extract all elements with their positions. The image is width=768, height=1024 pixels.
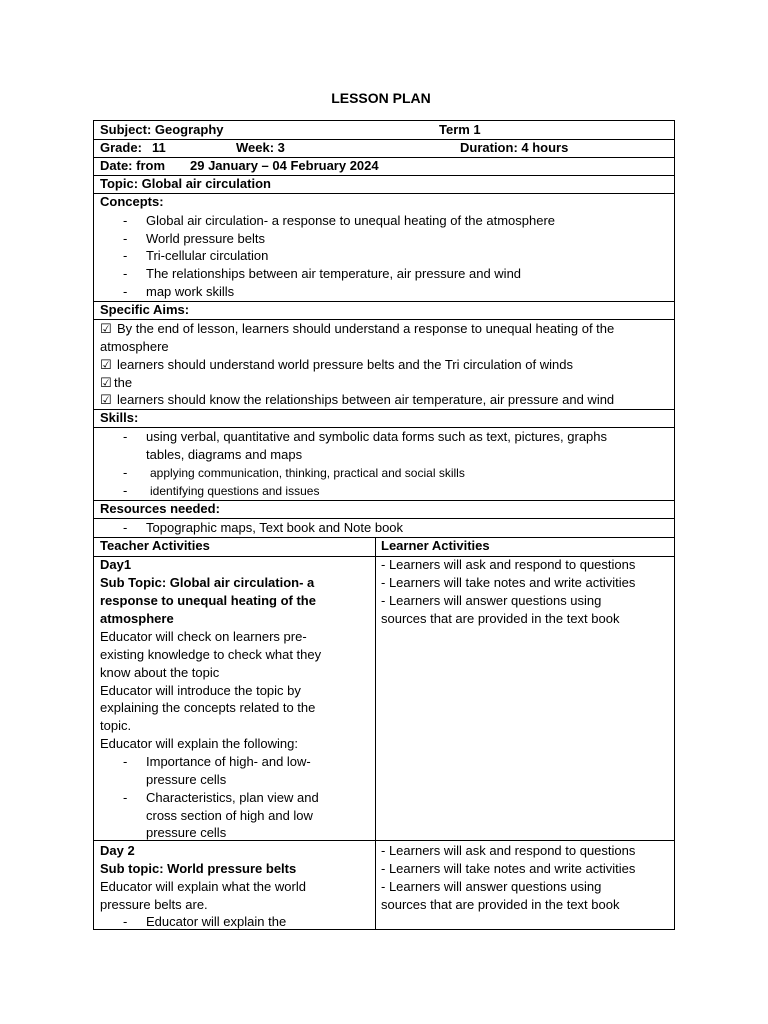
- day1-learner-activity: sources that are provided in the text book: [381, 611, 620, 626]
- concept-item: The relationships between air temperature, air pressure and wind: [146, 266, 522, 281]
- page-title: LESSON PLAN: [331, 90, 431, 106]
- checkbox-icon: ☑: [100, 392, 112, 407]
- day1-learner-activity: - Learners will ask and respond to questions: [381, 557, 636, 572]
- grade-value: 11: [152, 140, 166, 155]
- teacher-activities-header: Teacher Activities: [100, 538, 210, 553]
- bullet-dash: -: [123, 754, 128, 769]
- day2-text: pressure belts are.: [100, 897, 208, 912]
- day1-text: existing knowledge to check what they: [100, 647, 322, 662]
- concepts-heading: Concepts:: [100, 194, 164, 209]
- row-divider: [94, 139, 674, 140]
- resource-item: Topographic maps, Text book and Note book: [146, 520, 404, 535]
- skill-item: applying communication, thinking, practical and social skills: [150, 466, 465, 480]
- day2-text: Educator will explain what the world: [100, 879, 306, 894]
- aim-item: learners should understand world pressure belts and the Tri circulation of winds: [117, 357, 573, 372]
- aim-item: By the end of lesson, learners should understand a response to unequal heating of the: [117, 321, 615, 336]
- week-label: Week: 3: [236, 140, 285, 155]
- day1-bullet: Characteristics, plan view and: [146, 790, 319, 805]
- bullet-dash: -: [123, 213, 128, 228]
- bullet-dash: -: [123, 248, 128, 263]
- bullet-dash: -: [123, 465, 128, 480]
- aim-item-continued: atmosphere: [100, 339, 169, 354]
- day1-text: Educator will check on learners pre-: [100, 629, 307, 644]
- day2-subtopic: Sub topic: World pressure belts: [100, 861, 297, 876]
- bullet-dash: -: [123, 429, 128, 444]
- checkbox-icon: ☑: [100, 321, 112, 336]
- day1-bullet: pressure cells: [146, 772, 227, 787]
- day2-learner-activity: - Learners will ask and respond to questions: [381, 843, 636, 858]
- bullet-dash: -: [123, 284, 128, 299]
- day1-text: Educator will introduce the topic by: [100, 683, 301, 698]
- lesson-plan-table: [93, 120, 675, 930]
- row-divider: [94, 409, 674, 410]
- checkbox-icon: ☑: [100, 375, 112, 390]
- day1-learner-activity: - Learners will answer questions using: [381, 593, 602, 608]
- day1-subtopic: response to unequal heating of the: [100, 593, 316, 608]
- aims-heading: Specific Aims:: [100, 302, 190, 317]
- day1-label: Day1: [100, 557, 132, 572]
- skill-item: identifying questions and issues: [150, 484, 320, 498]
- day1-text: topic.: [100, 718, 132, 733]
- checkbox-icon: ☑: [100, 357, 112, 372]
- day1-text: Educator will explain the following:: [100, 736, 298, 751]
- row-divider: [94, 157, 674, 158]
- day1-bullet: pressure cells: [146, 825, 227, 840]
- date-label: Date: from: [100, 158, 166, 173]
- day1-text: explaining the concepts related to the: [100, 700, 316, 715]
- skill-item: using verbal, quantitative and symbolic data forms such as text, pictures, graphs: [146, 429, 608, 444]
- day2-learner-activity: sources that are provided in the text book: [381, 897, 620, 912]
- term-label: Term 1: [439, 122, 481, 137]
- bullet-dash: -: [123, 520, 128, 535]
- bullet-dash: -: [123, 266, 128, 281]
- bullet-dash: -: [123, 914, 128, 929]
- resources-heading: Resources needed:: [100, 501, 220, 516]
- concept-item: Tri-cellular circulation: [146, 248, 269, 263]
- topic-label: Topic: Global air circulation: [100, 176, 271, 191]
- day2-label: Day 2: [100, 843, 135, 858]
- subject-label: Subject: Geography: [100, 122, 224, 137]
- duration-label: Duration: 4 hours: [460, 140, 569, 155]
- skill-item-continued: tables, diagrams and maps: [146, 447, 303, 462]
- concept-item: Global air circulation- a response to unequal heating of the atmosphere: [146, 213, 556, 228]
- bullet-dash: -: [123, 790, 128, 805]
- grade-label: Grade:: [100, 140, 142, 155]
- learner-activities-header: Learner Activities: [381, 538, 490, 553]
- date-value: 29 January – 04 February 2024: [190, 158, 379, 173]
- day1-subtopic: Sub Topic: Global air circulation- a: [100, 575, 315, 590]
- day2-learner-activity: - Learners will answer questions using: [381, 879, 602, 894]
- day1-subtopic: atmosphere: [100, 611, 174, 626]
- day1-learner-activity: - Learners will take notes and write activities: [381, 575, 636, 590]
- aim-item: learners should know the relationships between air temperature, air pressure and wind: [117, 392, 615, 407]
- day2-learner-activity: - Learners will take notes and write activities: [381, 861, 636, 876]
- day2-bullet: Educator will explain the: [146, 914, 287, 929]
- concept-item: World pressure belts: [146, 231, 265, 246]
- bullet-dash: -: [123, 483, 128, 498]
- day1-text: know about the topic: [100, 665, 220, 680]
- day1-bullet: Importance of high- and low-: [146, 754, 311, 769]
- day1-bullet: cross section of high and low: [146, 808, 313, 823]
- skills-heading: Skills:: [100, 410, 139, 425]
- column-divider: [375, 538, 376, 929]
- aim-item: the: [114, 375, 133, 390]
- bullet-dash: -: [123, 231, 128, 246]
- concept-item: map work skills: [146, 284, 235, 299]
- row-divider: [94, 193, 674, 194]
